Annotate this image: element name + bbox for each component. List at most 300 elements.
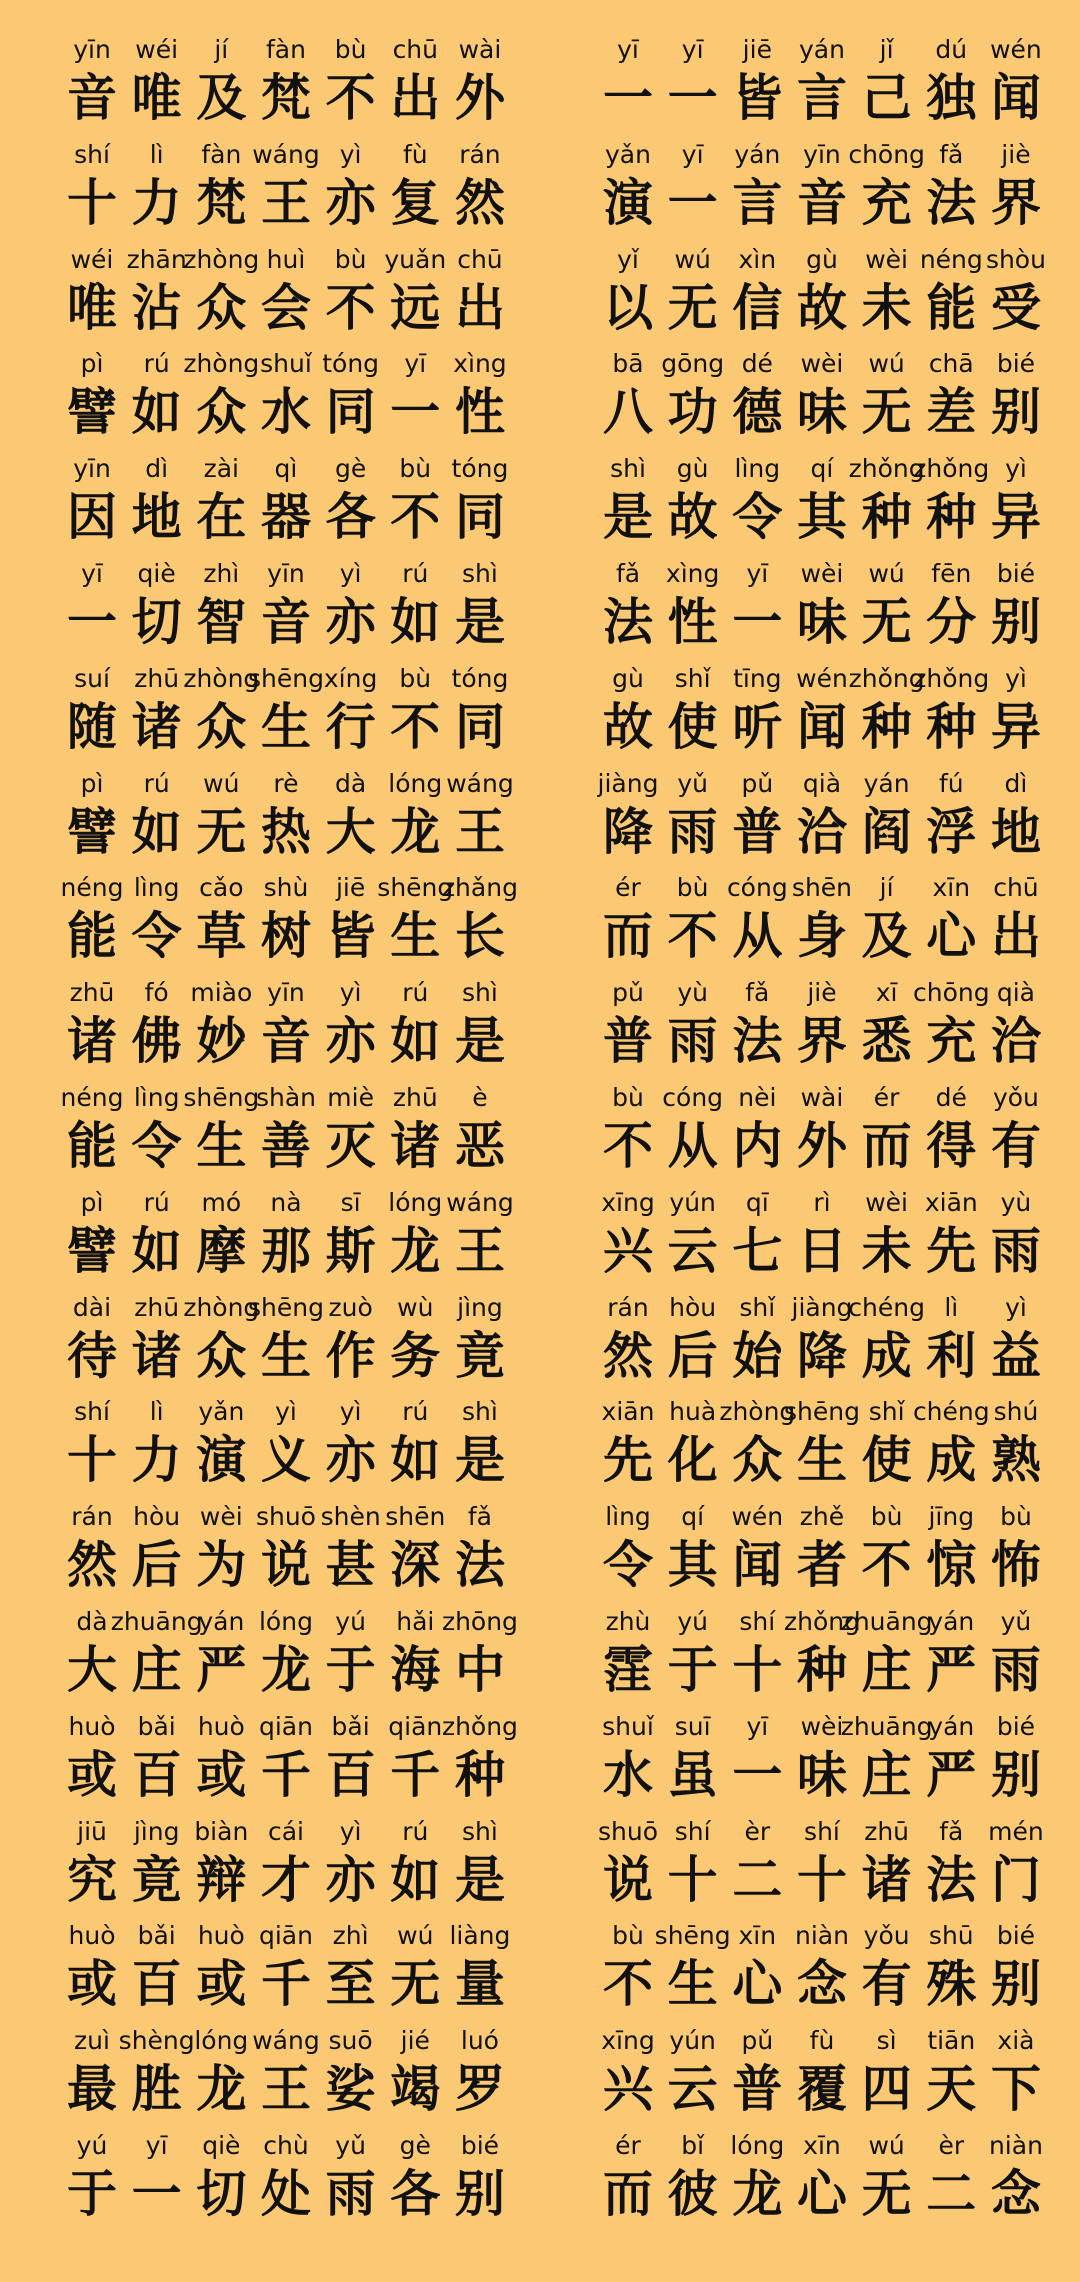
hanzi-character: 众 xyxy=(196,1326,247,1385)
hanzi-character: 诸 xyxy=(131,697,182,756)
character-cell xyxy=(912,1394,990,1499)
character-cell xyxy=(986,1814,1046,1919)
pinyin-label: gù xyxy=(806,244,838,274)
verse-half-left xyxy=(62,1709,518,1814)
character-cell xyxy=(986,1290,1046,1395)
hanzi-character: 生 xyxy=(390,907,441,966)
character-cell xyxy=(598,1709,658,1814)
hanzi-character: 受 xyxy=(990,278,1041,337)
pinyin-label: fǎ xyxy=(615,558,641,588)
pinyin-label: bǎi xyxy=(137,1711,176,1741)
character-cell xyxy=(727,1918,787,2023)
pinyin-label: shuǐ xyxy=(602,1711,654,1741)
pinyin-label: shèn xyxy=(320,1502,381,1532)
hanzi-character: 亦 xyxy=(325,173,376,232)
hanzi-character: 同 xyxy=(325,383,376,442)
hanzi-character: 百 xyxy=(131,1955,182,2014)
verse-half-left xyxy=(62,1080,510,1185)
hanzi-character: 言 xyxy=(732,173,783,232)
pinyin-label: yǒu xyxy=(992,1082,1039,1112)
pinyin-label: shū xyxy=(928,1921,974,1951)
character-cell xyxy=(321,1709,381,1814)
hanzi-character: 充 xyxy=(926,1012,977,1071)
verse-half-right xyxy=(598,137,1046,242)
pinyin-label: dà xyxy=(76,1606,108,1636)
pinyin-label: shì xyxy=(610,454,646,484)
pinyin-label: xī xyxy=(875,978,898,1008)
character-cell xyxy=(127,137,187,242)
hanzi-character: 使 xyxy=(861,1431,912,1490)
verse-half-right xyxy=(598,1394,1046,1499)
hanzi-character: 譬 xyxy=(67,1221,117,1280)
pinyin-label: qià xyxy=(996,978,1035,1008)
hanzi-character: 王 xyxy=(454,802,505,861)
character-cell xyxy=(321,451,381,556)
character-cell xyxy=(183,346,260,451)
hanzi-character: 言 xyxy=(796,69,847,127)
hanzi-character: 如 xyxy=(131,1221,182,1280)
hanzi-character: 作 xyxy=(325,1326,376,1385)
hanzi-character: 行 xyxy=(325,697,376,756)
verse-half-left xyxy=(62,975,510,1080)
pinyin-label: zài xyxy=(203,454,239,484)
character-cell xyxy=(792,1918,852,2023)
pinyin-label: fú xyxy=(938,768,964,798)
character-cell xyxy=(377,870,454,975)
character-cell xyxy=(256,975,316,1080)
hanzi-character: 才 xyxy=(260,1850,311,1909)
character-cell xyxy=(857,1499,917,1604)
character-cell xyxy=(598,1185,658,1290)
hanzi-character: 别 xyxy=(990,1745,1041,1804)
character-cell xyxy=(986,2128,1046,2233)
character-cell xyxy=(450,1290,510,1395)
pinyin-label: yǒu xyxy=(863,1921,910,1951)
hanzi-character: 雨 xyxy=(990,1221,1041,1280)
hanzi-character: 生 xyxy=(196,1116,247,1175)
hanzi-character: 众 xyxy=(196,278,247,337)
hanzi-character: 恶 xyxy=(454,1116,505,1175)
hanzi-character: 普 xyxy=(603,1012,653,1071)
hanzi-character: 海 xyxy=(390,1640,441,1699)
pinyin-label: sì xyxy=(876,2026,897,2056)
character-cell xyxy=(921,2128,981,2233)
character-cell xyxy=(256,1394,316,1499)
pinyin-label: bǎi xyxy=(137,1921,176,1951)
hanzi-character: 音 xyxy=(796,173,847,232)
pinyin-label: wáng xyxy=(446,768,514,798)
pinyin-label: rán xyxy=(459,139,501,169)
character-cell xyxy=(256,451,316,556)
hanzi-character: 皆 xyxy=(325,907,376,966)
pinyin-label: shí xyxy=(739,1606,776,1636)
pinyin-label: hǎi xyxy=(396,1606,435,1636)
pinyin-label: zhǒng xyxy=(913,454,990,484)
character-cell xyxy=(321,870,381,975)
character-cell xyxy=(921,556,981,661)
hanzi-character: 亦 xyxy=(325,1850,376,1909)
character-cell xyxy=(727,556,787,661)
hanzi-character: 龙 xyxy=(196,2060,247,2119)
character-cell xyxy=(663,2128,723,2233)
hanzi-character: 洽 xyxy=(990,1012,1041,1071)
hanzi-character: 怖 xyxy=(990,1536,1041,1595)
hanzi-character: 八 xyxy=(603,383,653,442)
pinyin-label: zhòng xyxy=(183,349,260,379)
verse-line xyxy=(0,766,1080,871)
hanzi-character: 己 xyxy=(861,69,912,127)
verse-half-right xyxy=(598,661,1046,766)
character-cell xyxy=(857,242,917,347)
hanzi-character: 殊 xyxy=(926,1955,977,2014)
hanzi-character: 随 xyxy=(67,697,117,756)
character-cell xyxy=(857,2128,917,2233)
pinyin-label: wèi xyxy=(800,558,844,588)
pinyin-label: èr xyxy=(938,2130,965,2160)
character-cell xyxy=(191,975,251,1080)
pinyin-label: èr xyxy=(744,1816,771,1846)
hanzi-character: 异 xyxy=(990,697,1041,756)
character-cell xyxy=(921,1814,981,1919)
verse-line xyxy=(0,1394,1080,1499)
pinyin-label: xìn xyxy=(738,244,777,274)
hanzi-character: 种 xyxy=(861,697,912,756)
hanzi-character: 是 xyxy=(454,1850,505,1909)
character-cell xyxy=(727,1185,787,1290)
pinyin-label: yù xyxy=(677,978,708,1008)
pinyin-label: huò xyxy=(68,1711,116,1741)
hanzi-character: 务 xyxy=(390,1326,441,1385)
hanzi-character: 说 xyxy=(603,1850,653,1909)
pinyin-label: huò xyxy=(197,1711,245,1741)
hanzi-character: 外 xyxy=(454,69,505,127)
character-cell xyxy=(127,2128,187,2233)
character-cell xyxy=(450,2128,510,2233)
hanzi-character: 远 xyxy=(390,278,441,337)
hanzi-character: 阎 xyxy=(861,802,912,861)
pinyin-label: dé xyxy=(741,349,773,379)
verse-line xyxy=(0,1290,1080,1395)
hanzi-character: 梵 xyxy=(196,173,247,232)
pinyin-label: yán xyxy=(734,139,781,169)
verse-line xyxy=(0,137,1080,242)
character-cell xyxy=(727,766,787,871)
hanzi-character: 内 xyxy=(732,1116,783,1175)
hanzi-character: 或 xyxy=(196,1745,247,1804)
hanzi-character: 大 xyxy=(325,802,376,861)
pinyin-label: gù xyxy=(612,663,644,693)
pinyin-label: wèi xyxy=(865,1187,909,1217)
hanzi-character: 差 xyxy=(926,383,977,442)
hanzi-character: 心 xyxy=(732,1955,783,2014)
pinyin-label: rú xyxy=(143,349,170,379)
hanzi-character: 量 xyxy=(454,1955,505,2014)
hanzi-character: 能 xyxy=(67,907,117,966)
character-cell xyxy=(986,870,1046,975)
verse-line xyxy=(0,975,1080,1080)
character-cell xyxy=(792,1814,852,1919)
hanzi-character: 以 xyxy=(603,278,653,337)
character-cell xyxy=(385,1185,445,1290)
pinyin-label: tóng xyxy=(451,454,509,484)
hanzi-character: 种 xyxy=(926,697,977,756)
pinyin-label: yīn xyxy=(267,978,305,1008)
character-cell xyxy=(450,661,510,766)
character-cell xyxy=(191,32,251,137)
pinyin-label: xià xyxy=(997,2026,1035,2056)
hanzi-character: 别 xyxy=(990,1955,1041,2014)
pinyin-label: zhǒng xyxy=(783,1606,860,1636)
pinyin-label: jiū xyxy=(77,1816,107,1846)
verse-half-left xyxy=(60,870,518,975)
hanzi-character: 令 xyxy=(131,907,182,966)
verse-half-right xyxy=(598,1709,1046,1814)
pinyin-label: zhū xyxy=(69,978,115,1008)
pinyin-label: zhì xyxy=(203,558,240,588)
pinyin-label: wú xyxy=(868,2130,905,2160)
hanzi-character: 能 xyxy=(67,1116,117,1175)
character-cell xyxy=(62,975,122,1080)
hanzi-character: 出 xyxy=(990,907,1041,966)
hanzi-character: 竟 xyxy=(454,1326,505,1385)
pinyin-label: yán xyxy=(928,1711,975,1741)
character-cell xyxy=(256,766,316,871)
hanzi-character: 心 xyxy=(926,907,977,966)
pinyin-label: lì xyxy=(149,139,164,169)
verse-line xyxy=(0,451,1080,556)
pinyin-label: rú xyxy=(402,1397,429,1427)
character-cell xyxy=(385,1394,445,1499)
hanzi-character: 先 xyxy=(603,1431,653,1490)
pinyin-label: qiè xyxy=(202,2130,241,2160)
verse-line xyxy=(0,1499,1080,1604)
verse-half-left xyxy=(62,556,510,661)
hanzi-character: 日 xyxy=(796,1221,847,1280)
pinyin-label: gōng xyxy=(661,349,725,379)
hanzi-character: 智 xyxy=(196,592,247,651)
pinyin-label: qí xyxy=(810,454,834,484)
pinyin-label: shuō xyxy=(598,1816,659,1846)
pinyin-label: yán xyxy=(198,1606,245,1636)
character-cell xyxy=(663,975,723,1080)
hanzi-character: 从 xyxy=(732,907,783,966)
verse-line xyxy=(0,870,1080,975)
hanzi-character: 千 xyxy=(260,1745,311,1804)
hanzi-character: 诸 xyxy=(67,1012,117,1071)
hanzi-character: 草 xyxy=(196,907,247,966)
hanzi-character: 义 xyxy=(260,1431,311,1490)
hanzi-character: 成 xyxy=(861,1326,912,1385)
pinyin-label: xíng xyxy=(323,663,378,693)
character-cell xyxy=(62,32,122,137)
character-cell xyxy=(385,2128,445,2233)
hanzi-character: 因 xyxy=(67,488,117,547)
hanzi-character: 庄 xyxy=(861,1745,912,1804)
character-cell xyxy=(663,661,723,766)
character-cell xyxy=(598,1814,658,1919)
pinyin-label: rú xyxy=(402,558,429,588)
hanzi-character: 界 xyxy=(796,1012,847,1071)
pinyin-label: fù xyxy=(809,2026,835,2056)
character-cell xyxy=(127,870,187,975)
hanzi-character: 娑 xyxy=(325,2060,376,2119)
hanzi-character: 二 xyxy=(926,2164,977,2223)
pinyin-label: bié xyxy=(996,558,1036,588)
verse-half-left xyxy=(62,1604,518,1709)
hanzi-character: 悉 xyxy=(861,1012,912,1071)
character-cell xyxy=(792,1290,852,1395)
character-cell xyxy=(450,137,510,242)
hanzi-character: 如 xyxy=(390,1850,441,1909)
hanzi-character: 如 xyxy=(390,1012,441,1071)
verse-half-left xyxy=(62,346,510,451)
pinyin-label: bù xyxy=(870,1502,903,1532)
pinyin-label: jiē xyxy=(335,873,366,903)
character-cell xyxy=(727,1499,787,1604)
pinyin-label: huì xyxy=(266,244,306,274)
pinyin-label: zhū xyxy=(134,1292,180,1322)
hanzi-character: 雨 xyxy=(325,2164,376,2223)
character-cell xyxy=(598,1604,658,1709)
character-cell xyxy=(719,1394,796,1499)
pinyin-label: yǔ xyxy=(335,2130,366,2160)
hanzi-character: 譬 xyxy=(67,383,117,442)
hanzi-character: 佛 xyxy=(131,1012,182,1071)
pinyin-label: ér xyxy=(615,2130,641,2160)
character-cell xyxy=(127,1080,187,1185)
character-cell xyxy=(727,2023,787,2128)
pinyin-label: lóng xyxy=(194,2026,249,2056)
pinyin-label: bù xyxy=(334,35,367,64)
hanzi-character: 利 xyxy=(926,1326,977,1385)
character-cell xyxy=(848,137,925,242)
hanzi-character: 千 xyxy=(390,1745,441,1804)
verse-line xyxy=(0,242,1080,347)
character-cell xyxy=(118,2023,195,2128)
pinyin-label: wú xyxy=(868,349,905,379)
character-cell xyxy=(848,451,925,556)
pinyin-label: jiàng xyxy=(597,768,659,798)
character-cell xyxy=(385,1499,445,1604)
character-cell xyxy=(921,870,981,975)
pinyin-label: wèi xyxy=(199,1502,243,1532)
pinyin-label: shú xyxy=(993,1397,1039,1427)
hanzi-character: 是 xyxy=(603,488,653,547)
pinyin-label: bié xyxy=(996,349,1036,379)
character-cell xyxy=(663,137,723,242)
character-cell xyxy=(598,346,658,451)
verse-half-left xyxy=(62,1814,510,1919)
pinyin-label: tiān xyxy=(927,2026,976,2056)
pinyin-label: bù xyxy=(676,873,709,903)
character-cell xyxy=(321,346,381,451)
hanzi-character: 雨 xyxy=(990,1640,1041,1699)
pinyin-label: néng xyxy=(60,873,124,903)
character-cell xyxy=(598,2128,658,2233)
character-cell xyxy=(252,137,320,242)
character-cell xyxy=(256,2128,316,2233)
hanzi-character: 一 xyxy=(667,173,718,232)
pinyin-label: nèi xyxy=(738,1082,777,1112)
pinyin-label: zhǒng xyxy=(913,663,990,693)
character-cell xyxy=(62,1290,122,1395)
character-cell xyxy=(127,346,187,451)
pinyin-label: zhū xyxy=(864,1816,910,1846)
hanzi-character: 令 xyxy=(131,1116,182,1175)
character-cell xyxy=(857,2023,917,2128)
character-cell xyxy=(256,870,316,975)
hanzi-character: 故 xyxy=(796,278,847,337)
hanzi-character: 得 xyxy=(926,1116,977,1175)
hanzi-character: 一 xyxy=(732,592,783,651)
pinyin-label: yún xyxy=(669,1187,716,1217)
hanzi-character: 后 xyxy=(667,1326,718,1385)
pinyin-label: rú xyxy=(402,978,429,1008)
pinyin-label: yì xyxy=(339,1816,362,1846)
character-cell xyxy=(921,766,981,871)
pinyin-label: shòu xyxy=(985,244,1046,274)
hanzi-character: 益 xyxy=(990,1326,1041,1385)
character-cell xyxy=(598,766,658,871)
pinyin-label: zhǎng xyxy=(441,873,518,903)
character-cell xyxy=(385,661,445,766)
character-cell xyxy=(385,2023,445,2128)
hanzi-character: 百 xyxy=(325,1745,376,1804)
pinyin-label: mén xyxy=(988,1816,1044,1846)
pinyin-label: yī xyxy=(404,349,427,379)
character-cell xyxy=(840,1709,933,1814)
character-cell xyxy=(663,346,723,451)
hanzi-character: 降 xyxy=(796,1326,847,1385)
hanzi-character: 长 xyxy=(454,907,505,966)
pinyin-label: lì xyxy=(149,1397,164,1427)
hanzi-character: 天 xyxy=(926,2060,977,2119)
character-cell xyxy=(191,556,251,661)
pinyin-label: wáng xyxy=(252,2026,320,2056)
pinyin-label: yī xyxy=(681,139,704,169)
hanzi-character: 念 xyxy=(990,2164,1041,2223)
hanzi-character: 严 xyxy=(926,1640,977,1699)
pinyin-label: shì xyxy=(462,978,498,1008)
pinyin-label: miào xyxy=(190,978,253,1008)
pinyin-label: yì xyxy=(339,139,362,169)
hanzi-character: 王 xyxy=(260,2060,311,2119)
hanzi-character: 亦 xyxy=(325,592,376,651)
character-cell xyxy=(127,766,187,871)
hanzi-character: 在 xyxy=(196,488,247,547)
hanzi-character: 各 xyxy=(390,2164,441,2223)
pinyin-label: lóng xyxy=(258,1606,313,1636)
character-cell xyxy=(252,2023,320,2128)
pinyin-label: shuō xyxy=(255,1502,316,1532)
pinyin-label: gè xyxy=(335,454,367,484)
pinyin-label: yīn xyxy=(267,558,305,588)
pinyin-label: yì xyxy=(339,558,362,588)
character-cell xyxy=(598,975,658,1080)
verse-half-right xyxy=(598,32,1046,137)
pinyin-label: pǔ xyxy=(741,768,774,798)
verse-line xyxy=(0,1918,1080,2023)
pinyin-label: zhān xyxy=(126,244,187,274)
hanzi-character: 其 xyxy=(796,488,847,547)
hanzi-character: 庄 xyxy=(861,1640,912,1699)
hanzi-character: 充 xyxy=(861,173,912,232)
hanzi-character: 不 xyxy=(603,1116,653,1175)
hanzi-character: 是 xyxy=(454,1431,505,1490)
hanzi-character: 严 xyxy=(926,1745,977,1804)
pinyin-label: lìng xyxy=(133,873,180,903)
character-cell xyxy=(986,556,1046,661)
